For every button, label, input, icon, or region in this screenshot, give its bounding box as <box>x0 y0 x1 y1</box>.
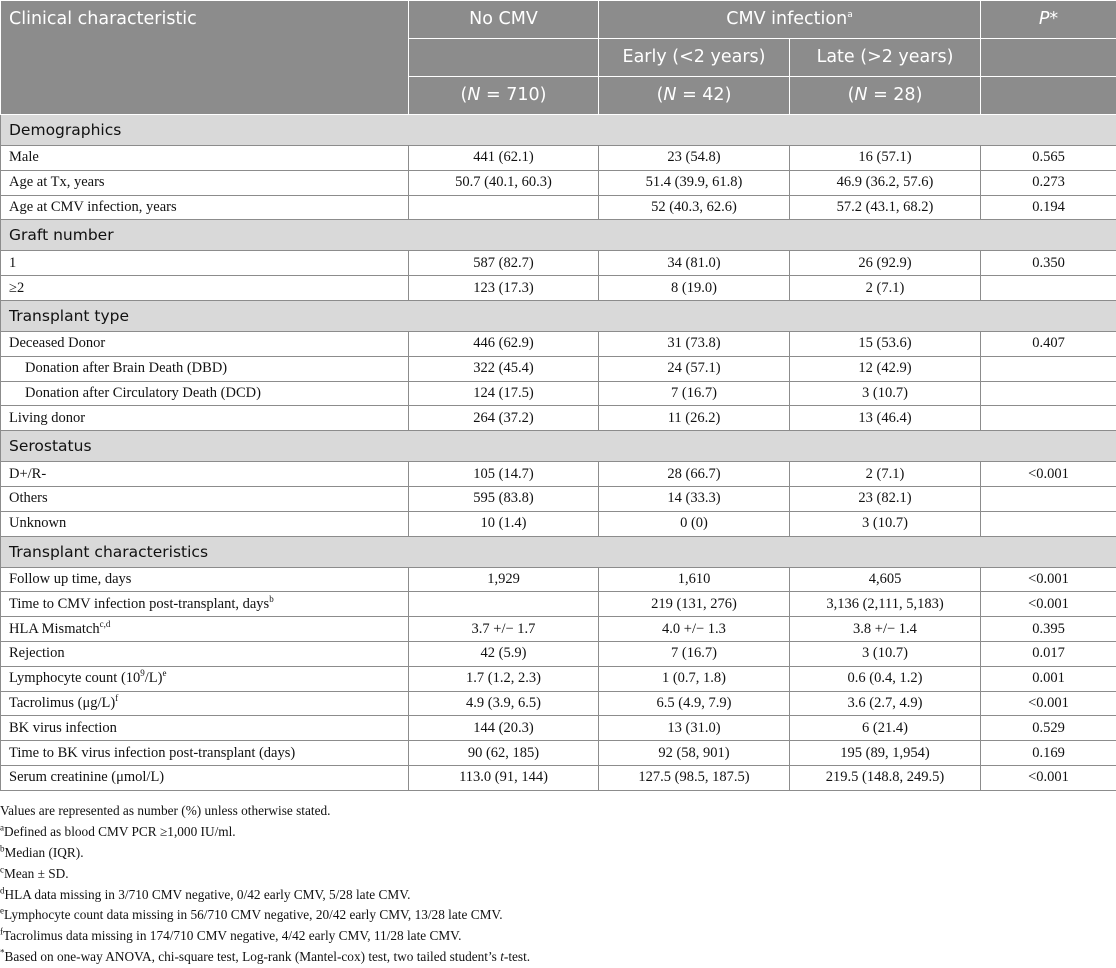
header-early: Early (<2 years) <box>599 39 790 77</box>
cell-early: 23 (54.8) <box>599 146 790 171</box>
footnote-marker: c,d <box>100 619 111 629</box>
section-title: Demographics <box>1 115 1116 146</box>
table-row <box>1 511 1116 536</box>
cell-early: 52 (40.3, 62.6) <box>599 195 790 220</box>
table-row <box>1 251 1116 276</box>
cell-none: 123 (17.3) <box>409 276 599 301</box>
cell-early: 28 (66.7) <box>599 462 790 487</box>
cell-none: 595 (83.8) <box>409 486 599 511</box>
cell-early: 1 (0.7, 1.8) <box>599 666 790 691</box>
cell-none: 124 (17.5) <box>409 381 599 406</box>
table-row <box>1 170 1116 195</box>
header-p-value: P* <box>981 1 1116 39</box>
cell-early: 31 (73.8) <box>599 331 790 356</box>
cell-late: 15 (53.6) <box>790 331 981 356</box>
cell-late: 195 (89, 1,954) <box>790 741 981 766</box>
cell-early: 11 (26.2) <box>599 406 790 431</box>
header-late: Late (>2 years) <box>790 39 981 77</box>
cell-none: 322 (45.4) <box>409 356 599 381</box>
cell-none: 1.7 (1.2, 2.3) <box>409 666 599 691</box>
section-header-row <box>1 300 1116 331</box>
table-row <box>1 462 1116 487</box>
row-label: Unknown <box>1 511 409 536</box>
cell-p <box>981 511 1116 536</box>
cell-late: 12 (42.9) <box>790 356 981 381</box>
cell-late: 3.8 +/− 1.4 <box>790 617 981 642</box>
footnote: Values are represented as number (%) unless otherwise stated. <box>0 801 1116 822</box>
cell-none <box>409 195 599 220</box>
cell-p: <0.001 <box>981 592 1116 617</box>
cell-early: 219 (131, 276) <box>599 592 790 617</box>
header-blank-none <box>409 39 599 77</box>
cell-none: 587 (82.7) <box>409 251 599 276</box>
row-label: D+/R- <box>1 462 409 487</box>
table-body <box>1 115 1116 791</box>
cell-p: 0.194 <box>981 195 1116 220</box>
cell-none: 144 (20.3) <box>409 716 599 741</box>
cell-late: 3,136 (2,111, 5,183) <box>790 592 981 617</box>
cell-late: 26 (92.9) <box>790 251 981 276</box>
section-header-row <box>1 431 1116 462</box>
cell-p: 0.565 <box>981 146 1116 171</box>
cell-p: 0.529 <box>981 716 1116 741</box>
row-label: Lymphocyte count $(10^9/L)^e$ <box>1 666 409 691</box>
cell-p: <0.001 <box>981 567 1116 592</box>
cell-late: 0.6 (0.4, 1.2) <box>790 666 981 691</box>
cell-p: <0.001 <box>981 765 1116 790</box>
cell-p <box>981 406 1116 431</box>
cell-late: 4,605 <box>790 567 981 592</box>
section-header-row <box>1 536 1116 567</box>
header-cmv-infection: CMV infection$^a$ <box>599 1 981 39</box>
table-footnotes <box>0 801 1116 968</box>
cell-early: 1,610 <box>599 567 790 592</box>
cell-none: 441 (62.1) <box>409 146 599 171</box>
row-label: HLA Mismatch$^{c,d}$ <box>1 617 409 642</box>
cell-p <box>981 486 1116 511</box>
row-label: Age at Tx, years <box>1 170 409 195</box>
table-row <box>1 641 1116 666</box>
cell-p: 0.407 <box>981 331 1116 356</box>
table-row <box>1 666 1116 691</box>
header-n-late: (N = 28) <box>790 77 981 115</box>
section-title: Serostatus <box>1 431 1116 462</box>
header-n-early: (N = 42) <box>599 77 790 115</box>
cell-none: 4.9 (3.9, 6.5) <box>409 691 599 716</box>
table-header <box>1 1 1116 115</box>
cell-late: 3 (10.7) <box>790 511 981 536</box>
section-header-row <box>1 115 1116 146</box>
footnote: $^c$Mean ± SD. <box>0 864 1116 885</box>
header-blank-n-p <box>981 77 1116 115</box>
table-row <box>1 691 1116 716</box>
row-label: ≥2 <box>1 276 409 301</box>
header-no-cmv: No CMV <box>409 1 599 39</box>
row-label: Donation after Brain Death (DBD) <box>1 356 409 381</box>
cell-none: 50.7 (40.1, 60.3) <box>409 170 599 195</box>
row-label: Deceased Donor <box>1 331 409 356</box>
footnote: $^f$Tacrolimus data missing in 174/710 CMV negative, 4/42 early CMV, 11/28 late CMV. <box>0 926 1116 947</box>
cell-early: 7 (16.7) <box>599 381 790 406</box>
cell-p <box>981 276 1116 301</box>
row-label: Living donor <box>1 406 409 431</box>
row-label: Age at CMV infection, years <box>1 195 409 220</box>
cell-early: 34 (81.0) <box>599 251 790 276</box>
footnote: $^e$Lymphocyte count data missing in 56/710 CMV negative, 20/42 early CMV, 13/28 late CMV. <box>0 905 1116 926</box>
cell-late: 57.2 (43.1, 68.2) <box>790 195 981 220</box>
table-row <box>1 765 1116 790</box>
cell-early: 6.5 (4.9, 7.9) <box>599 691 790 716</box>
section-title: Transplant characteristics <box>1 536 1116 567</box>
cell-late: 3.6 (2.7, 4.9) <box>790 691 981 716</box>
cell-early: 0 (0) <box>599 511 790 536</box>
cell-late: 16 (57.1) <box>790 146 981 171</box>
footnote-marker: f <box>115 693 118 703</box>
footnote: $^a$Defined as blood CMV PCR ≥1,000 IU/ml. <box>0 822 1116 843</box>
table-row <box>1 276 1116 301</box>
cell-p <box>981 356 1116 381</box>
cell-early: 4.0 +/− 1.3 <box>599 617 790 642</box>
header-n-none: (N = 710) <box>409 77 599 115</box>
cell-early: 14 (33.3) <box>599 486 790 511</box>
cell-early: 24 (57.1) <box>599 356 790 381</box>
row-label: Rejection <box>1 641 409 666</box>
row-label: Time to CMV infection post-transplant, days$^b$ <box>1 592 409 617</box>
row-label: Follow up time, days <box>1 567 409 592</box>
table-row <box>1 567 1116 592</box>
cell-early: 7 (16.7) <box>599 641 790 666</box>
footnote: $^b$Median (IQR). <box>0 843 1116 864</box>
cell-early: 13 (31.0) <box>599 716 790 741</box>
cell-none: 90 (62, 185) <box>409 741 599 766</box>
row-label: Others <box>1 486 409 511</box>
cell-late: 219.5 (148.8, 249.5) <box>790 765 981 790</box>
cell-p: 0.169 <box>981 741 1116 766</box>
cell-p <box>981 381 1116 406</box>
cell-p: 0.273 <box>981 170 1116 195</box>
cell-late: 2 (7.1) <box>790 462 981 487</box>
cell-none: 3.7 +/− 1.7 <box>409 617 599 642</box>
cell-late: 46.9 (36.2, 57.6) <box>790 170 981 195</box>
table-row <box>1 331 1116 356</box>
table-row <box>1 486 1116 511</box>
cell-p: <0.001 <box>981 691 1116 716</box>
cell-p: 0.001 <box>981 666 1116 691</box>
cell-early: 51.4 (39.9, 61.8) <box>599 170 790 195</box>
cell-early: 8 (19.0) <box>599 276 790 301</box>
cell-none: 264 (37.2) <box>409 406 599 431</box>
footnote: *Based on one-way ANOVA, chi-square test, Log-rank (Mantel-cox) test, two tailed student’s t-test. <box>0 947 1116 968</box>
footnote: $^d$HLA data missing in 3/710 CMV negative, 0/42 early CMV, 5/28 late CMV. <box>0 885 1116 906</box>
section-title: Graft number <box>1 220 1116 251</box>
footnote-marker: e <box>163 668 167 678</box>
table-row <box>1 356 1116 381</box>
row-label: Male <box>1 146 409 171</box>
table-row <box>1 716 1116 741</box>
cell-none: 113.0 (91, 144) <box>409 765 599 790</box>
header-clinical-characteristic: Clinical characteristic <box>1 1 409 115</box>
cell-early: 92 (58, 901) <box>599 741 790 766</box>
table-row <box>1 406 1116 431</box>
cell-p: <0.001 <box>981 462 1116 487</box>
row-label: Tacrolimus $(\mu g/L)^f$ <box>1 691 409 716</box>
row-label: BK virus infection <box>1 716 409 741</box>
row-label: Serum creatinine (μmol/L) <box>1 765 409 790</box>
table-row <box>1 146 1116 171</box>
cell-none: 42 (5.9) <box>409 641 599 666</box>
row-label: Donation after Circulatory Death (DCD) <box>1 381 409 406</box>
cell-none: 10 (1.4) <box>409 511 599 536</box>
cell-late: 2 (7.1) <box>790 276 981 301</box>
table-row <box>1 195 1116 220</box>
row-label: 1 <box>1 251 409 276</box>
section-header-row <box>1 220 1116 251</box>
cell-p: 0.350 <box>981 251 1116 276</box>
cell-p: 0.017 <box>981 641 1116 666</box>
header-blank-p <box>981 39 1116 77</box>
cell-early: 127.5 (98.5, 187.5) <box>599 765 790 790</box>
cell-none <box>409 592 599 617</box>
cell-late: 3 (10.7) <box>790 641 981 666</box>
table-row <box>1 741 1116 766</box>
cell-p: 0.395 <box>981 617 1116 642</box>
section-title: Transplant type <box>1 300 1116 331</box>
row-label: Time to BK virus infection post-transplant (days) <box>1 741 409 766</box>
table-row <box>1 617 1116 642</box>
table-row <box>1 381 1116 406</box>
footnote-marker: b <box>269 594 274 604</box>
cell-none: 1,929 <box>409 567 599 592</box>
cell-late: 3 (10.7) <box>790 381 981 406</box>
cell-late: 6 (21.4) <box>790 716 981 741</box>
cell-late: 23 (82.1) <box>790 486 981 511</box>
table-row <box>1 592 1116 617</box>
cell-none: 446 (62.9) <box>409 331 599 356</box>
cell-none: 105 (14.7) <box>409 462 599 487</box>
cell-late: 13 (46.4) <box>790 406 981 431</box>
